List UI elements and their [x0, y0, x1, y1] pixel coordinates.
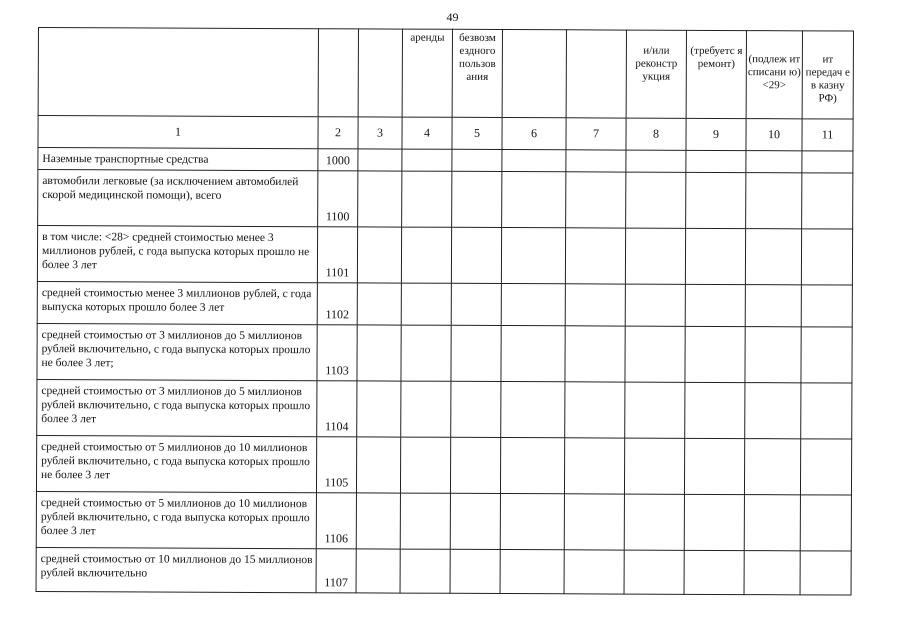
- header-cell: [318, 29, 358, 117]
- row-code: 1104: [317, 381, 357, 437]
- column-number: 10: [746, 119, 802, 151]
- table-row: [36, 547, 851, 595]
- row-name: средней стоимостью от 5 миллионов до 10 миллионов рублей включительно, с года выпуска которых прошло более 3 лет: [36, 491, 316, 548]
- page-number: 49: [446, 10, 459, 24]
- row-name: средней стоимостью от 10 миллионов до 15 миллионов рублей включительно: [36, 547, 316, 592]
- column-number: 6: [502, 118, 566, 150]
- report-table: [36, 27, 854, 596]
- row-name: средней стоимостью от 3 миллионов до 5 миллионов рублей включительно, с года выпуска которых прошло не более 3 лет;: [37, 323, 317, 380]
- row-name: средней стоимостью от 5 миллионов до 10 миллионов рублей включительно, с года выпуска которых прошло не более 3 лет: [36, 435, 316, 492]
- column-number: 9: [686, 118, 746, 150]
- header-cell: [38, 28, 318, 117]
- header-cell: безвозм ездного пользов ания: [452, 29, 502, 117]
- row-name: Наземные транспортные средства: [38, 148, 318, 171]
- column-number: 11: [802, 119, 853, 151]
- table-row: [36, 435, 851, 495]
- column-number-row: [38, 116, 853, 152]
- header-cell: [502, 30, 566, 118]
- header-cell: (требуетс я ремонт): [686, 30, 746, 118]
- row-code: 1106: [316, 493, 356, 549]
- column-number: 8: [626, 118, 686, 150]
- row-code: 1101: [317, 227, 357, 283]
- row-code: 1102: [317, 283, 357, 325]
- column-number: 5: [452, 117, 502, 149]
- table-row: [37, 281, 852, 327]
- row-name: средней стоимостью от 3 миллионов до 5 миллионов рублей включительно, с года выпуска которых прошло более 3 лет: [37, 379, 317, 436]
- column-number: 1: [38, 116, 318, 149]
- row-code: 1000: [318, 149, 358, 171]
- table-row: [38, 170, 853, 230]
- table-row: [37, 226, 852, 286]
- header-cell: ит передач е в казну РФ): [802, 31, 853, 119]
- row-name: автомобили легковые (за исключением автомобилей скорой медицинской помощи), всего: [38, 170, 318, 227]
- row-name: в том числе: <28> средней стоимостью менее 3 миллионов рублей, с года выпуска которых прошло не более 3 лет: [37, 226, 317, 283]
- header-cell: [358, 29, 402, 117]
- table-row: [37, 379, 852, 439]
- table-row: [36, 491, 851, 551]
- table-row: [37, 323, 852, 383]
- header-row: [38, 28, 853, 120]
- row-code: 1107: [316, 549, 356, 593]
- column-number: 2: [318, 117, 358, 149]
- row-code: 1100: [318, 171, 358, 227]
- row-code: 1103: [317, 325, 357, 381]
- column-number: 4: [402, 117, 452, 149]
- header-cell: [566, 30, 626, 118]
- row-name: средней стоимостью менее 3 миллионов рублей, с года выпуска которых прошло более 3 лет: [37, 281, 317, 324]
- header-cell: и/или реконстр укция: [626, 30, 686, 118]
- row-code: 1105: [316, 437, 356, 493]
- report-table-sheet: [36, 27, 853, 596]
- column-number: 7: [566, 118, 626, 150]
- header-cell: аренды: [402, 29, 452, 117]
- column-number: 3: [358, 117, 402, 149]
- header-cell: (подлеж ит списани ю) <29>: [746, 31, 802, 119]
